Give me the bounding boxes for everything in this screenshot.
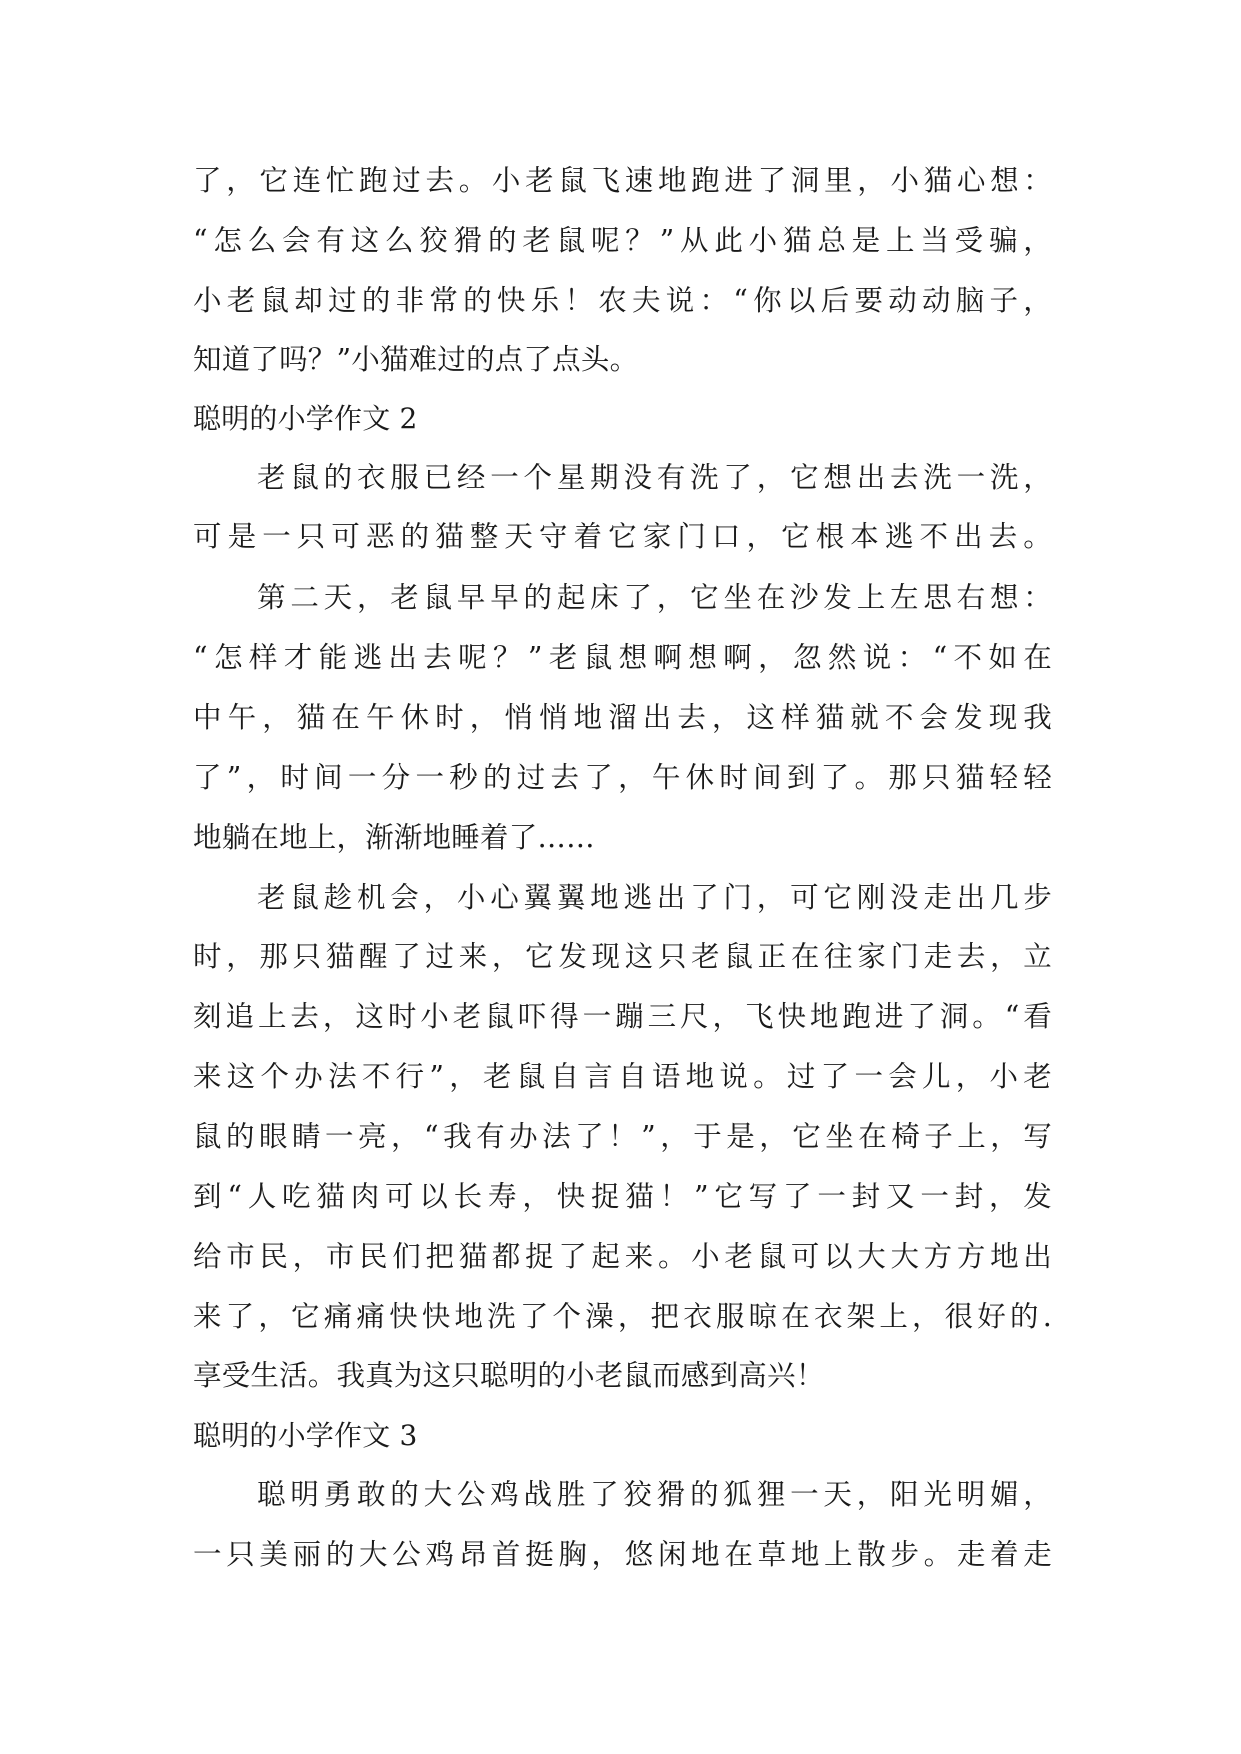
paragraph-line: 给市民，市民们把猫都捉了起来。小老鼠可以大大方方地出 <box>193 1240 1052 1273</box>
paragraph-line: 可是一只可恶的猫整天守着它家门口，它根本逃不出去。 <box>193 520 1052 553</box>
paragraph-line: 聪明勇敢的大公鸡战胜了狡猾的狐狸一天，阳光明媚， <box>257 1478 1052 1511</box>
paragraph-line: 鼠的眼睛一亮，“我有办法了！”，于是，它坐在椅子上，写 <box>193 1120 1052 1153</box>
paragraph-line: 老鼠的衣服已经一个星期没有洗了，它想出去洗一洗， <box>257 461 1052 494</box>
paragraph-line: 第二天，老鼠早早的起床了，它坐在沙发上左思右想： <box>257 581 1052 614</box>
paragraph-line: 刻追上去，这时小老鼠吓得一蹦三尺，飞快地跑进了洞。“看 <box>193 1000 1052 1033</box>
section-heading: 聪明的小学作文 3 <box>193 1419 418 1452</box>
paragraph-line: “怎样才能逃出去呢？”老鼠想啊想啊，忽然说：“不如在 <box>193 641 1052 674</box>
paragraph-line: 小老鼠却过的非常的快乐！农夫说：“你以后要动动脑子， <box>193 284 1052 317</box>
paragraph-line: 一只美丽的大公鸡昂首挺胸，悠闲地在草地上散步。走着走 <box>193 1538 1052 1571</box>
paragraph-line: 来这个办法不行”，老鼠自言自语地说。过了一会儿，小老 <box>193 1060 1052 1093</box>
paragraph-line: 时，那只猫醒了过来，它发现这只老鼠正在往家门走去，立 <box>193 940 1052 973</box>
paragraph-line: 来了，它痛痛快快地洗了个澡，把衣服晾在衣架上，很好的. <box>193 1300 1052 1333</box>
paragraph-line: “怎么会有这么狡猾的老鼠呢？”从此小猫总是上当受骗， <box>193 224 1052 257</box>
paragraph-line: 中午，猫在午休时，悄悄地溜出去，这样猫就不会发现我 <box>193 701 1052 734</box>
section-heading: 聪明的小学作文 2 <box>193 402 418 435</box>
paragraph-line: 了”，时间一分一秒的过去了，午休时间到了。那只猫轻轻 <box>193 761 1052 794</box>
paragraph-line: 知道了吗？”小猫难过的点了点头。 <box>193 343 639 376</box>
paragraph-line: 地躺在地上，渐渐地睡着了…… <box>193 821 595 854</box>
paragraph-line: 了，它连忙跑过去。小老鼠飞速地跑进了洞里，小猫心想： <box>193 164 1052 197</box>
paragraph-line: 老鼠趁机会，小心翼翼地逃出了门，可它刚没走出几步 <box>257 881 1052 914</box>
paragraph-line: 到“人吃猫肉可以长寿，快捉猫！”它写了一封又一封，发 <box>193 1180 1052 1213</box>
paragraph-line: 享受生活。我真为这只聪明的小老鼠而感到高兴！ <box>193 1359 825 1392</box>
